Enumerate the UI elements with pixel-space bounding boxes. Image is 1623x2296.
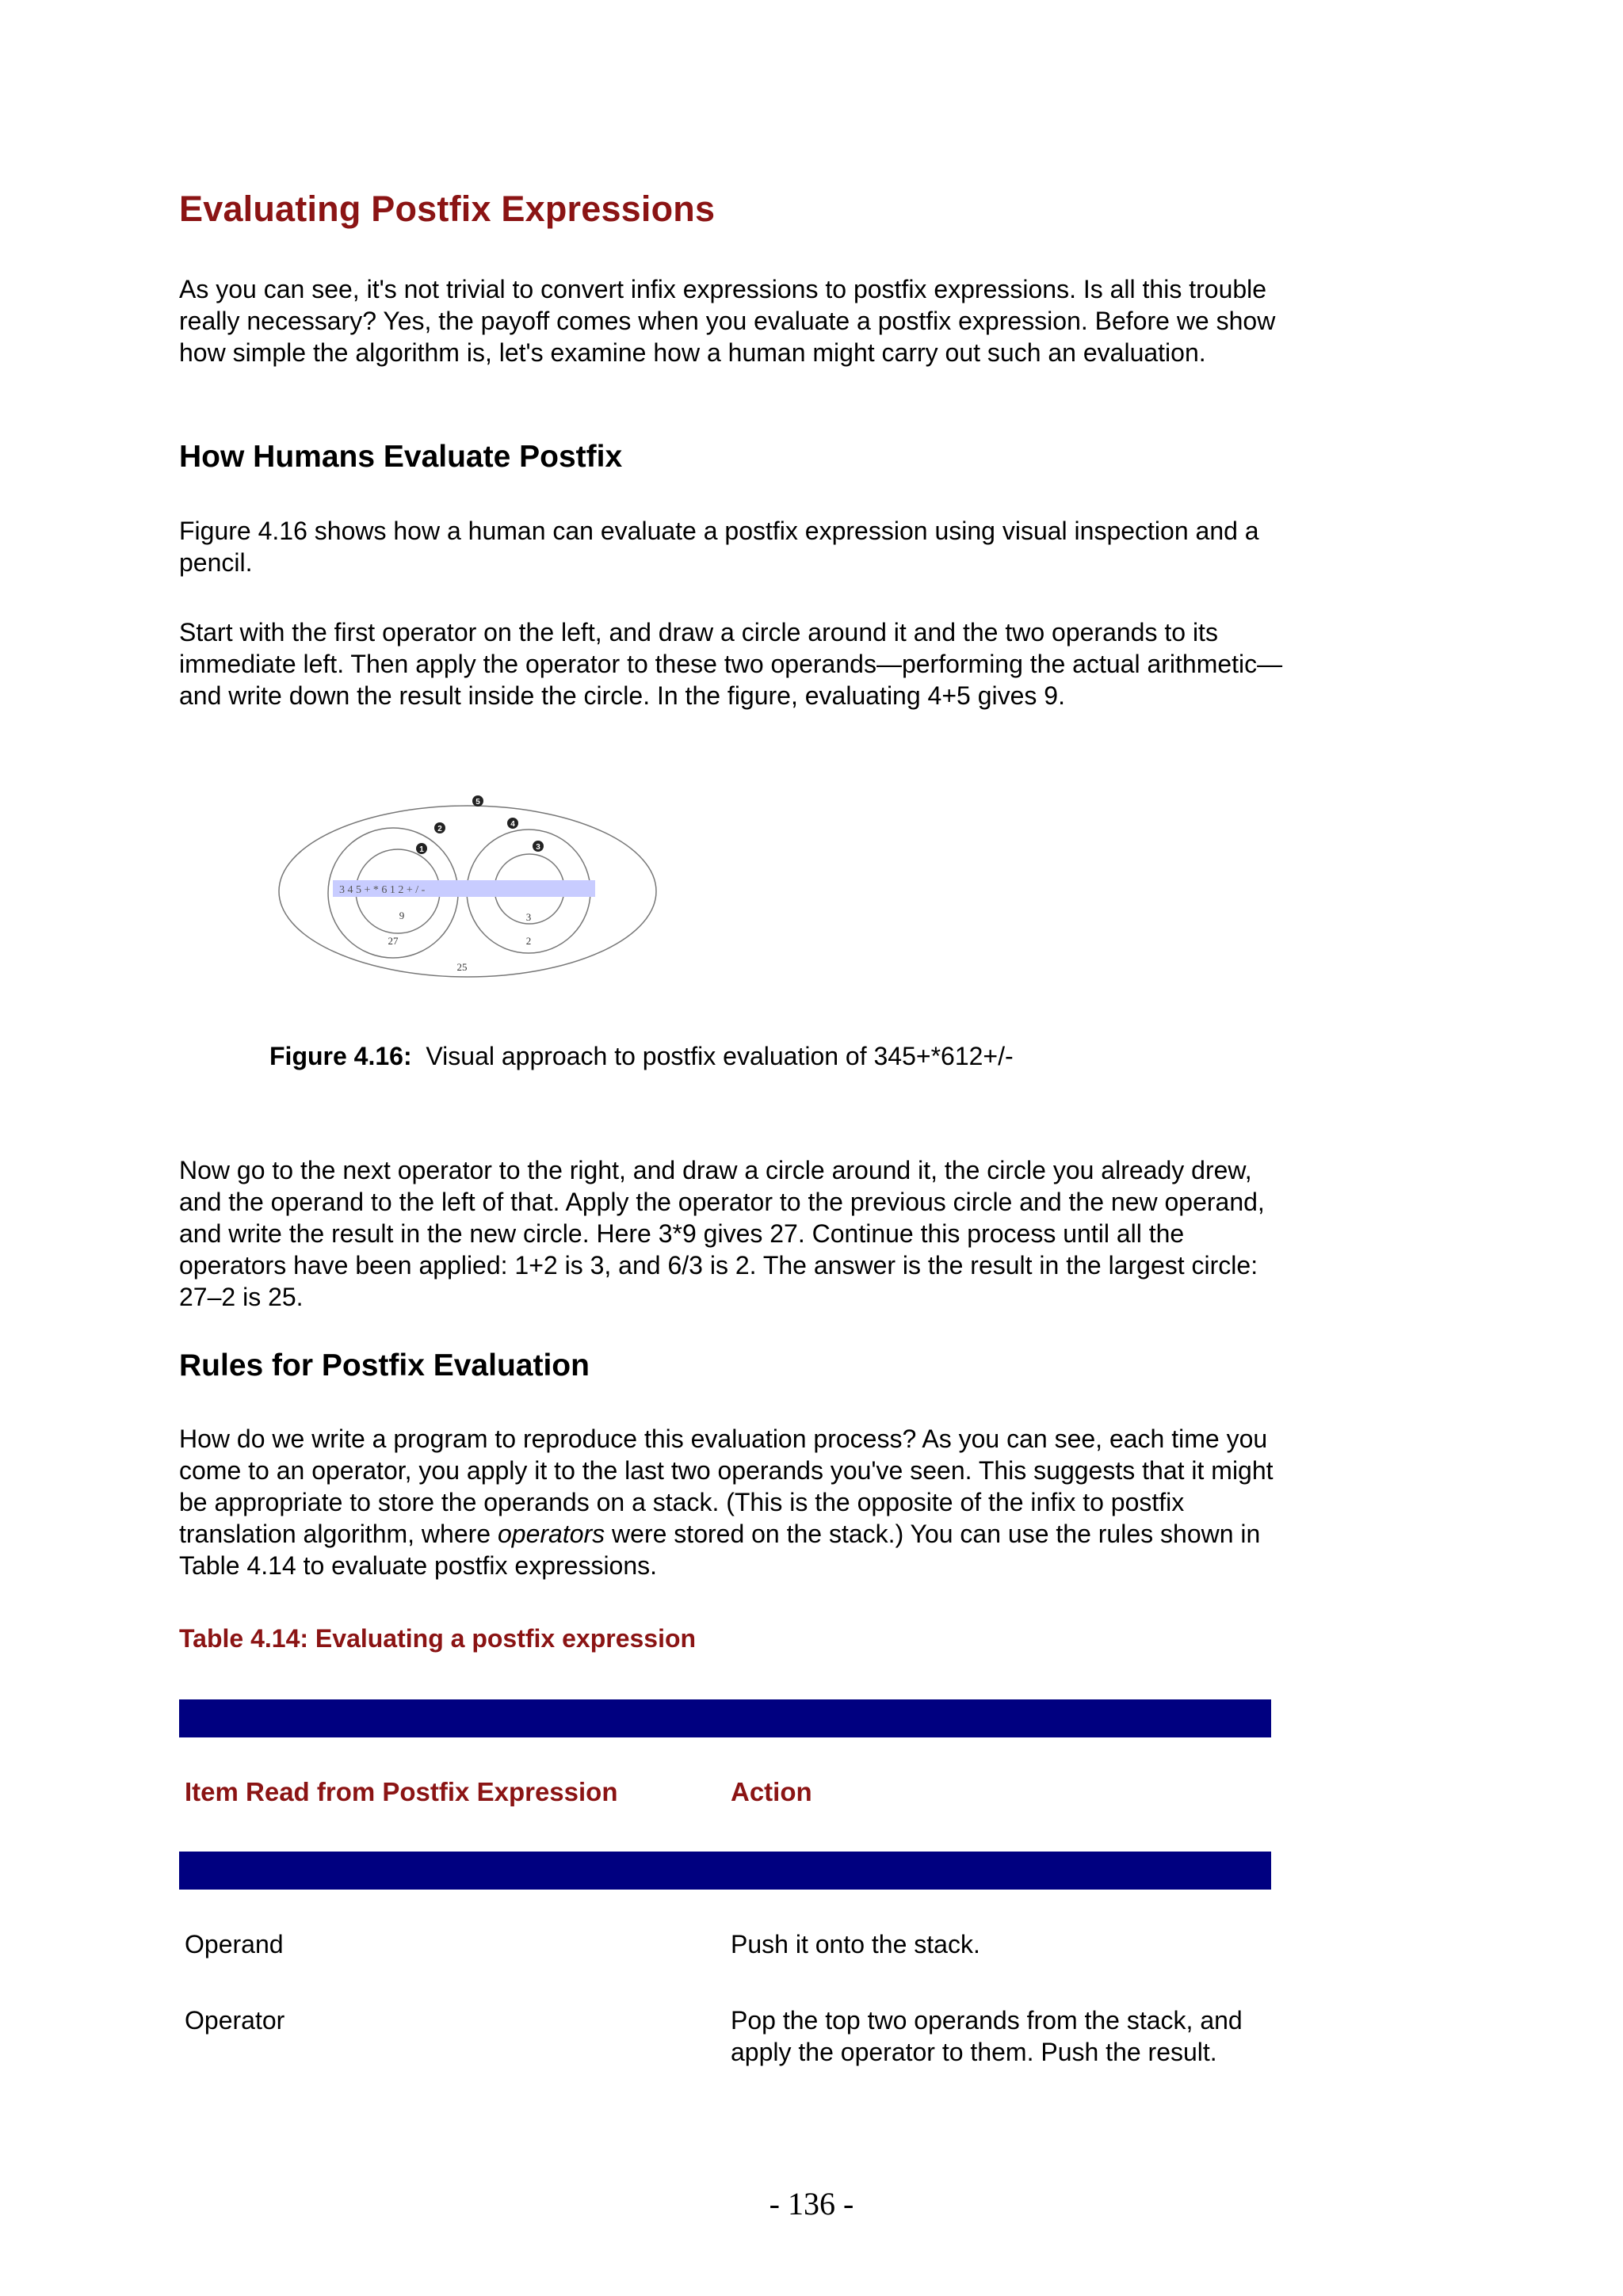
section2-text-after: were stored on the stack.) You can use the rules shown in Table 4.14 to evaluate postfix expressions.	[179, 1520, 1261, 1580]
svg-text:1: 1	[419, 845, 424, 854]
section-heading-rules: Rules for Postfix Evaluation	[179, 1348, 590, 1383]
step-marker-2	[434, 822, 445, 833]
postfix-evaluation-figure	[269, 792, 666, 990]
section-heading-humans: How Humans Evaluate Postfix	[179, 440, 623, 474]
intro-paragraph: As you can see, it's not trivial to convert infix expressions to postfix expressions. Is all this trouble really necessary? Yes, the payoff comes when you evaluate a postfix expression. Before we show how simple the algorithm is, let's examine how a human might carry out such an evaluation.	[179, 275, 1276, 367]
step-marker-1	[416, 843, 427, 854]
table-top-bar	[179, 1699, 1271, 1737]
section2-paragraph	[179, 1423, 1289, 1581]
section2-text-before: How do we write a program to reproduce this evaluation process? As you can see, each time you come to an operator, you apply it to the last two operands you've seen. This suggests that it might be appropriate to store the operands on a stack. (This is the opposite of the infix to postfix translation algorithm, where	[179, 1425, 1274, 1548]
figure-caption	[269, 1042, 1014, 1071]
result-2: 2	[525, 935, 532, 947]
svg-text:5: 5	[475, 798, 480, 807]
table-row-1-action: Push it onto the stack.	[731, 1930, 980, 1958]
table-row-2-action: Pop the top two operands from the stack, and apply the operator to them. Push the result.	[731, 2006, 1243, 2066]
svg-text:3: 3	[536, 843, 540, 852]
step-marker-5	[472, 795, 483, 807]
figure-caption-label: Figure 4.16:	[269, 1042, 412, 1070]
result-25: 25	[456, 961, 468, 973]
table-header-action: Action	[731, 1777, 812, 1806]
page-title: Evaluating Postfix Expressions	[179, 189, 716, 229]
table-header-bar	[179, 1852, 1271, 1890]
step-marker-4	[507, 818, 518, 829]
step-marker-3	[533, 841, 544, 852]
result-3: 3	[525, 911, 532, 923]
table-row-2-item: Operator	[185, 2006, 285, 2035]
section2-emphasis: operators	[497, 1520, 605, 1548]
table-header-item: Item Read from Postfix Expression	[185, 1777, 618, 1806]
result-9: 9	[399, 910, 405, 921]
figure-caption-text: Visual approach to postfix evaluation of 345+*612+/-	[426, 1042, 1014, 1070]
svg-text:2: 2	[437, 825, 442, 833]
result-27: 27	[388, 935, 399, 947]
table-caption: Table 4.14: Evaluating a postfix expression	[179, 1624, 697, 1653]
section1-paragraph-1: Figure 4.16 shows how a human can evaluate a postfix expression using visual inspection and a pencil.	[179, 517, 1259, 577]
after-figure-paragraph: Now go to the next operator to the right, and draw a circle around it, the circle you already drew, and the operand to the left of that. Apply the operator to the previous circle and the new operand, and write the result in the new circle. Here 3*9 gives 27. Continue this process until all the operators have been applied: 1+2 is 3, and 6/3 is 2. The answer is the result in the largest circle: 27–2 is 25.	[179, 1156, 1265, 1311]
expression-text: 3 4 5 + * 6 1 2 + / -	[339, 884, 426, 896]
section1-paragraph-2: Start with the first operator on the left, and draw a circle around it and the two operands to its immediate left. Then apply the operator to these two operands—performing the actual arithmetic—and write down the result inside the circle. In the figure, evaluating 4+5 gives 9.	[179, 618, 1283, 710]
svg-text:4: 4	[510, 820, 515, 829]
page-number: - 136 -	[769, 2186, 854, 2222]
table-row-1-item: Operand	[185, 1930, 284, 1958]
